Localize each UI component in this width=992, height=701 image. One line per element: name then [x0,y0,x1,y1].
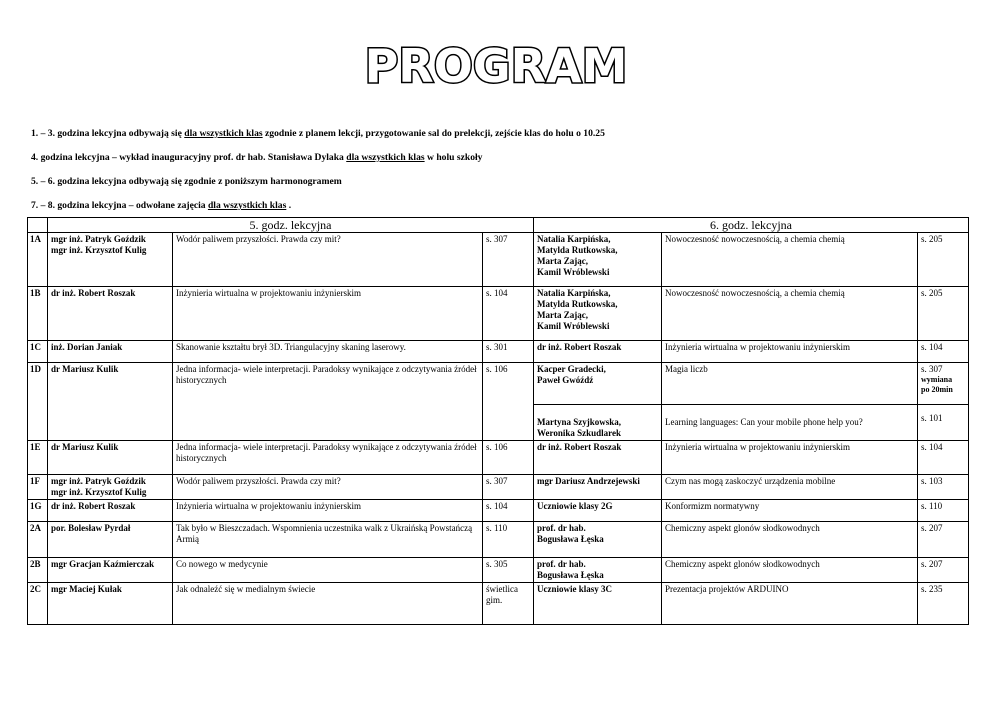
table-row [28,522,969,558]
table-row [28,500,969,522]
note-line [31,152,971,164]
topic-lesson-5: Co nowego w medycynie [173,558,483,583]
class-cell: 2C [28,583,48,625]
room-lesson-5: s. 104 [483,287,534,341]
teacher-lesson-6: mgr Dariusz Andrzejewski [534,475,662,500]
note-text: 7. – 8. godzina lekcyjna – odwołane zajęcia [31,200,208,211]
room-lesson-6: s. 103 [918,475,969,500]
room-lesson-6: s. 205 [918,233,969,287]
teacher-lesson-5: dr Mariusz Kulik [48,363,173,441]
teacher-lesson-6: Kacper Gradecki, Paweł Gwóźdź [534,363,662,405]
note-emphasis: dla wszystkich klas [346,152,425,163]
teacher-lesson-5: por. Bolesław Pyrdał [48,522,173,558]
class-cell: 2A [28,522,48,558]
note-line [31,128,971,140]
topic-lesson-6: Chemiczny aspekt glonów słodkowodnych [662,558,918,583]
topic-lesson-5: Wodór paliwem przyszłości. Prawda czy mit? [173,233,483,287]
room-lesson-6 [918,363,969,405]
page-title: PROGRAM [364,39,628,93]
class-cell: 1G [28,500,48,522]
teacher-lesson-6: Martyna Szyjkowska, Weronika Szkudlarek [534,405,662,441]
room-lesson-6: s. 207 [918,558,969,583]
note-text: . [286,200,292,211]
topic-lesson-6: Inżynieria wirtualna w projektowaniu inżynierskim [662,441,918,475]
table-row [28,341,969,363]
topic-lesson-5: Jedna informacja- wiele interpretacji. Paradoksy wynikające z odczytywania źródeł historycznych [173,441,483,475]
teacher-lesson-5: dr inż. Robert Roszak [48,287,173,341]
room-lesson-5: s. 305 [483,558,534,583]
topic-lesson-6: Konformizm normatywny [662,500,918,522]
schedule-notes [31,128,971,224]
room-lesson-5: s. 110 [483,522,534,558]
topic-lesson-6: Prezentacja projektów ARDUINO [662,583,918,625]
note-text: w holu szkoły [424,152,483,163]
teacher-lesson-6: Natalia Karpińska, Matylda Rutkowska, Marta Zając, Kamil Wróblewski [534,233,662,287]
teacher-lesson-6: Uczniowie klasy 2G [534,500,662,522]
table-row [28,558,969,583]
teacher-lesson-5: dr inż. Robert Roszak [48,500,173,522]
teacher-lesson-5: mgr Gracjan Kaźmierczak [48,558,173,583]
table-row [28,363,969,405]
class-cell: 1C [28,341,48,363]
topic-lesson-6: Nowoczesność nowoczesnością, a chemia chemią [662,233,918,287]
room-note: wymiana po 20min [921,375,953,394]
header-lesson-6: 6. godz. lekcyjna [534,218,969,233]
room-number: s. 307 [921,364,943,374]
teacher-lesson-6: dr inż. Robert Roszak [534,341,662,363]
class-cell: 1B [28,287,48,341]
topic-lesson-5: Inżynieria wirtualna w projektowaniu inżynierskim [173,500,483,522]
room-lesson-6: s. 101 [918,405,969,441]
header-lesson-5: 5. godz. lekcyjna [48,218,534,233]
topic-lesson-5: Wodór paliwem przyszłości. Prawda czy mit? [173,475,483,500]
room-lesson-6: s. 207 [918,522,969,558]
class-cell: 1E [28,441,48,475]
class-cell: 1A [28,233,48,287]
teacher-lesson-6: Natalia Karpińska, Matylda Rutkowska, Marta Zając, Kamil Wróblewski [534,287,662,341]
class-cell: 2B [28,558,48,583]
room-lesson-5: s. 106 [483,441,534,475]
room-lesson-6: s. 110 [918,500,969,522]
room-lesson-5: s. 307 [483,475,534,500]
table-row [28,583,969,625]
table-row [28,287,969,341]
topic-lesson-5: Inżynieria wirtualna w projektowaniu inżynierskim [173,287,483,341]
note-text: 5. – 6. godzina lekcyjna odbywają się zgodnie z poniższym harmonogramem [31,176,342,187]
table-row [28,441,969,475]
teacher-lesson-6: Uczniowie klasy 3C [534,583,662,625]
room-lesson-6: s. 235 [918,583,969,625]
topic-lesson-6: Czym nas mogą zaskoczyć urządzenia mobilne [662,475,918,500]
teacher-lesson-5: mgr Maciej Kułak [48,583,173,625]
teacher-lesson-5: dr Mariusz Kulik [48,441,173,475]
teacher-lesson-5: mgr inż. Patryk Goździk mgr inż. Krzysztof Kulig [48,475,173,500]
topic-lesson-5: Skanowanie kształtu brył 3D. Triangulacyjny skaning laserowy. [173,341,483,363]
note-emphasis: dla wszystkich klas [184,128,263,139]
room-lesson-6: s. 104 [918,341,969,363]
teacher-lesson-5: mgr inż. Patryk Goździk mgr inż. Krzysztof Kulig [48,233,173,287]
topic-lesson-5: Jedna informacja- wiele interpretacji. Paradoksy wynikające z odczytywania źródeł historycznych [173,363,483,441]
schedule-table [27,217,969,625]
note-emphasis: dla wszystkich klas [207,200,287,211]
room-lesson-5: s. 301 [483,341,534,363]
topic-lesson-5: Tak było w Bieszczadach. Wspomnienia uczestnika walk z Ukraińską Powstańczą Armią [173,522,483,558]
room-lesson-6: s. 205 [918,287,969,341]
topic-lesson-6: Nowoczesność nowoczesnością, a chemia chemią [662,287,918,341]
table-header-row [28,218,969,233]
table-row [28,233,969,287]
note-text: 4. godzina lekcyjna – wykład inauguracyjny prof. dr hab. Stanisława Dylaka [31,152,347,163]
note-text: zgodnie z planem lekcji, przygotowanie sal do prelekcji, zejście klas do holu o 10.25 [262,128,605,139]
room-lesson-5: s. 106 [483,363,534,441]
teacher-lesson-6: prof. dr hab. Bogusława Łęska [534,558,662,583]
topic-lesson-6: Magia liczb [662,363,918,405]
room-lesson-5: świetlica gim. [483,583,534,625]
topic-lesson-6: Learning languages: Can your mobile phone help you? [662,405,918,441]
topic-lesson-6: Inżynieria wirtualna w projektowaniu inżynierskim [662,341,918,363]
teacher-lesson-5: inż. Dorian Janiak [48,341,173,363]
teacher-lesson-6: dr inż. Robert Roszak [534,441,662,475]
class-cell: 1F [28,475,48,500]
class-cell: 1D [28,363,48,441]
note-line [31,200,971,212]
note-text: 1. – 3. godzina lekcyjna odbywają się [31,128,185,139]
table-row [28,475,969,500]
teacher-lesson-6: prof. dr hab. Bogusława Łęska [534,522,662,558]
room-lesson-5: s. 307 [483,233,534,287]
room-lesson-5: s. 104 [483,500,534,522]
topic-lesson-6: Chemiczny aspekt glonów słodkowodnych [662,522,918,558]
topic-lesson-5: Jak odnaleźć się w medialnym świecie [173,583,483,625]
room-lesson-6: s. 104 [918,441,969,475]
note-line [31,176,971,188]
